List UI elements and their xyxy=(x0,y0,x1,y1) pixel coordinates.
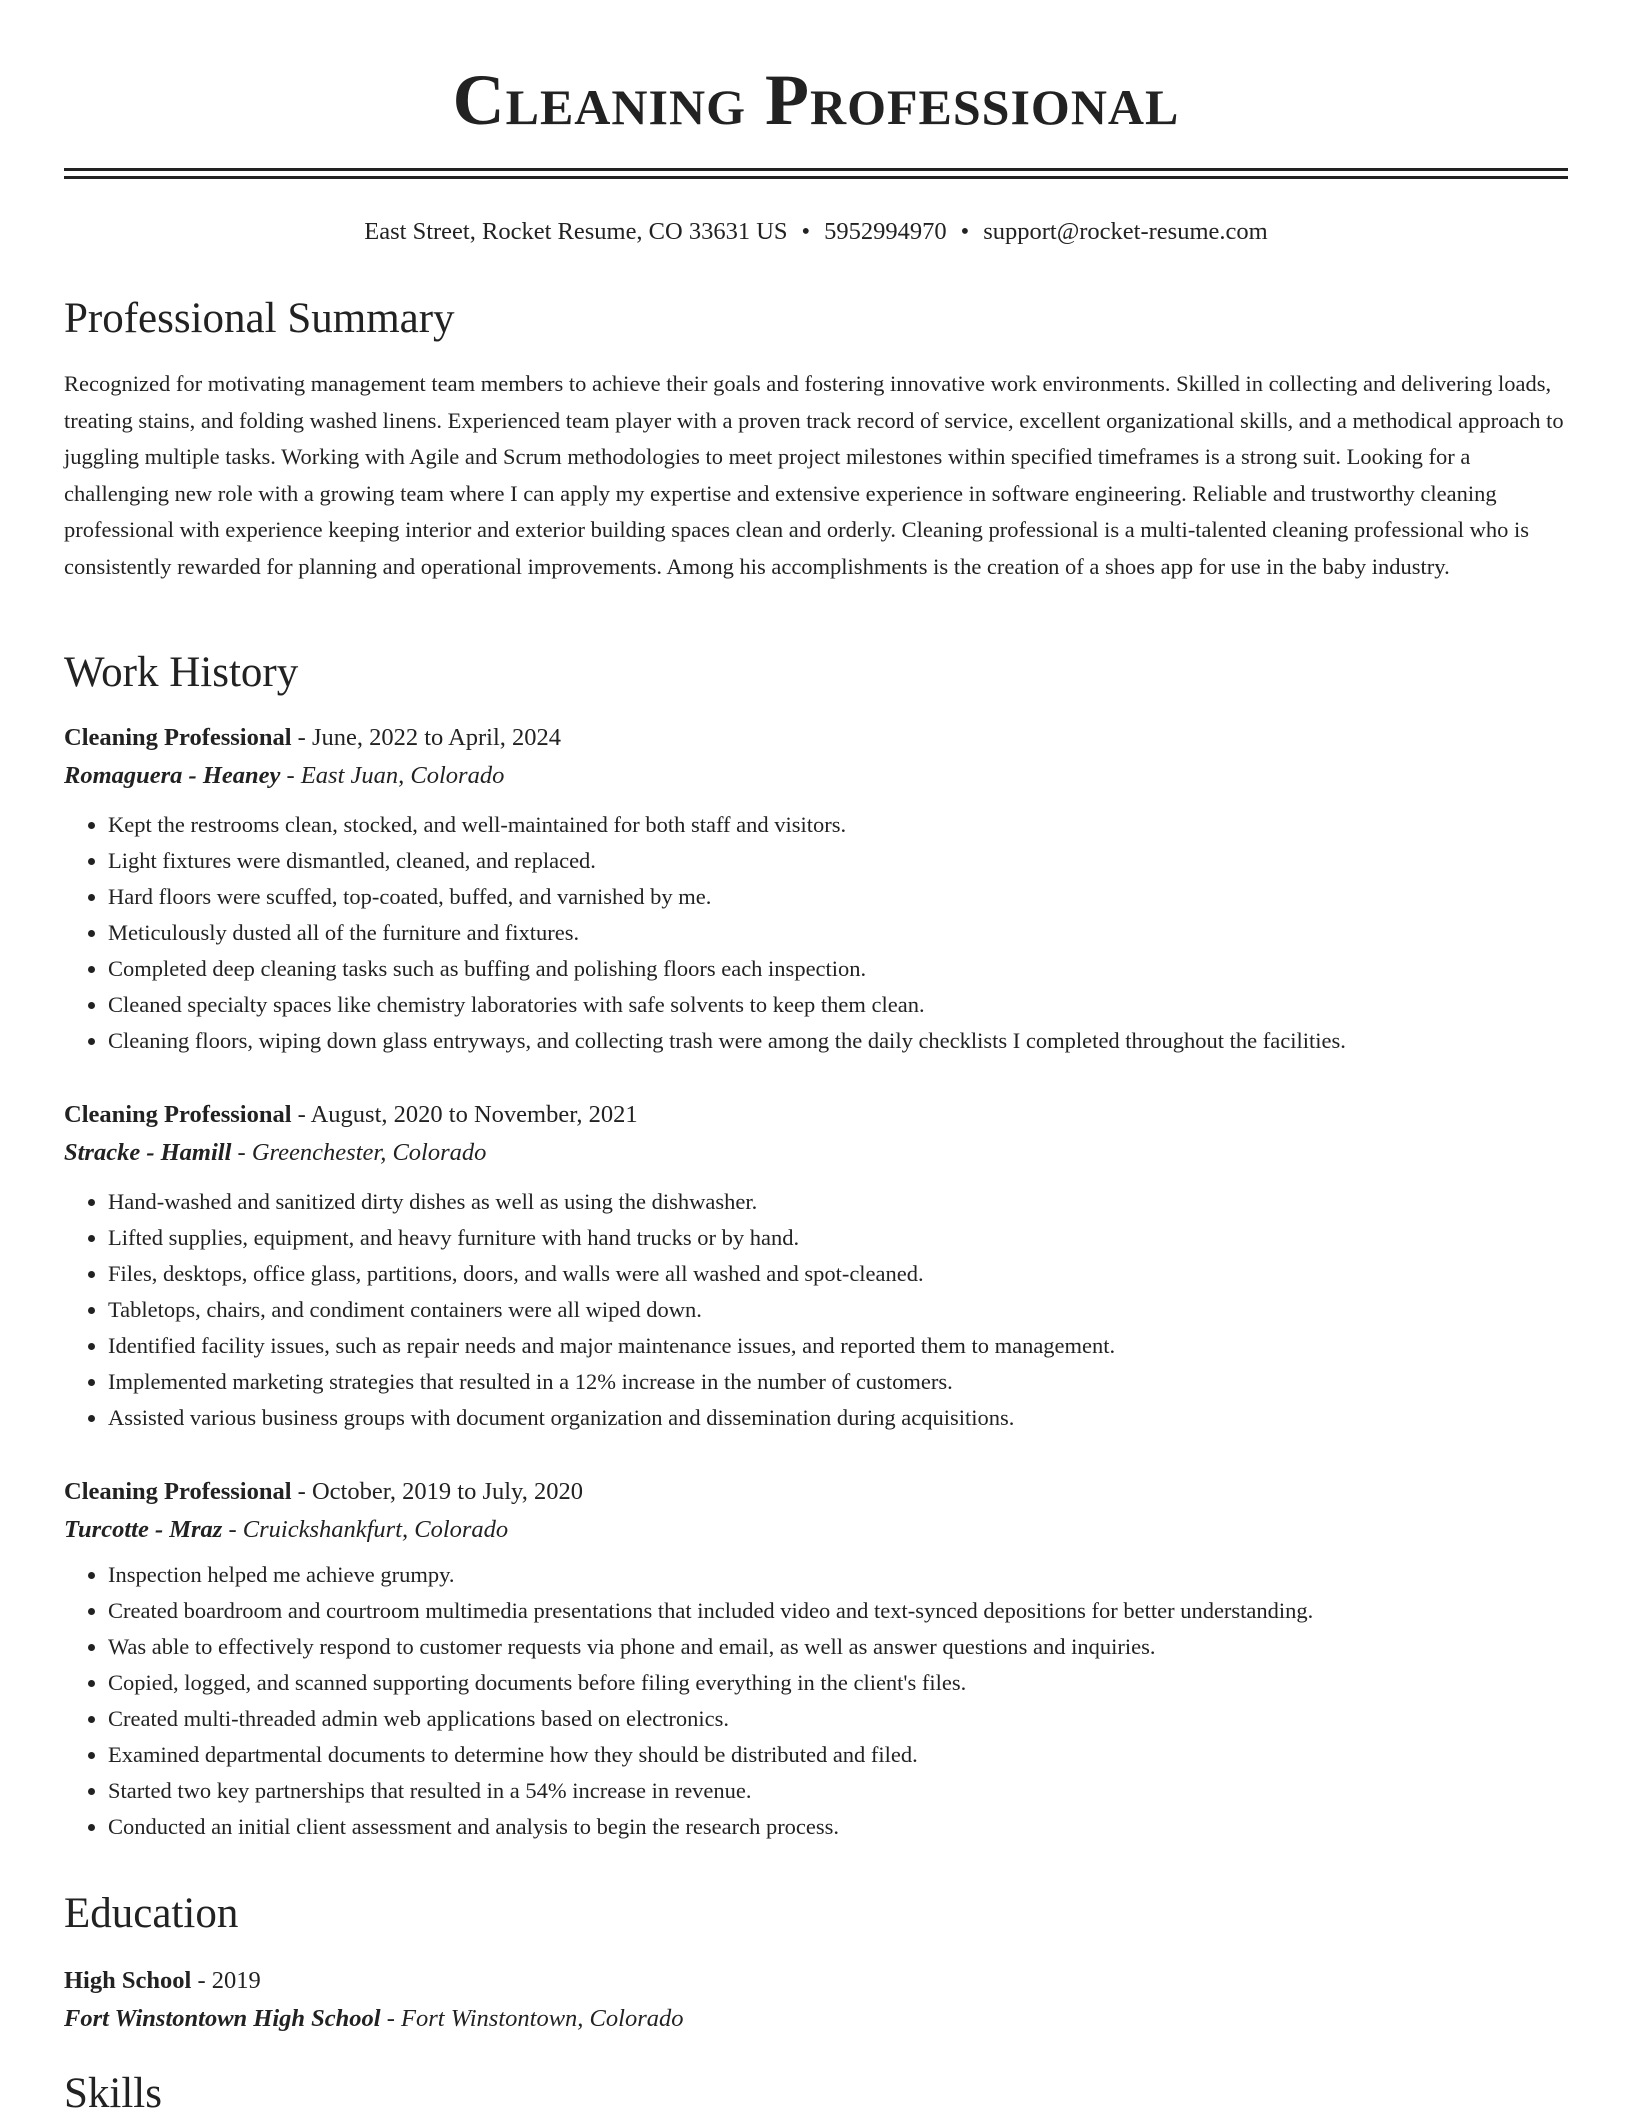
job-bullet: • Kept the restrooms clean, stocked, and well-maintained for both staff and visitors. xyxy=(108,807,1568,843)
education-heading: Education xyxy=(64,1890,239,1937)
job-bullet: • Started two key partnerships that resulted in a 54% increase in revenue. xyxy=(108,1773,1568,1809)
contact-separator: • xyxy=(801,218,811,245)
job-company: Romaguera - Heaney xyxy=(64,762,281,789)
job-bullet: • Implemented marketing strategies that resulted in a 12% increase in the number of customers. xyxy=(108,1364,1568,1400)
job-employer: Stracke - Hamill - Greenchester, Colorado xyxy=(64,1139,487,1166)
job-company: Stracke - Hamill xyxy=(64,1139,232,1166)
education-header: High School - 2019 xyxy=(64,1967,261,1994)
job-bullet: • Hard floors were scuffed, top-coated, buffed, and varnished by me. xyxy=(108,879,1568,915)
education-entry xyxy=(64,1962,1568,2038)
contact-separator: • xyxy=(960,218,970,245)
job-company: Turcotte - Mraz xyxy=(64,1516,223,1543)
job-location: East Juan, Colorado xyxy=(300,762,505,789)
job-bullet: • Examined departmental documents to determine how they should be distributed and filed. xyxy=(108,1737,1568,1773)
job-dates: October, 2019 to July, 2020 xyxy=(311,1478,583,1505)
resume-name: Cleaning Professional xyxy=(452,60,1180,140)
job-bullet: • Identified facility issues, such as repair needs and major maintenance issues, and reported them to management. xyxy=(108,1328,1568,1364)
job-bullet: • Cleaning floors, wiping down glass entryways, and collecting trash were among the daily checklists I completed throughout the facilities. xyxy=(108,1023,1568,1059)
job-bullet: • Inspection helped me achieve grumpy. xyxy=(108,1557,1568,1593)
job-bullets xyxy=(64,1557,1568,1845)
contact-phone: 5952994970 xyxy=(824,218,947,245)
job-location: Greenchester, Colorado xyxy=(251,1139,487,1166)
contact-line xyxy=(0,215,1632,249)
job-bullet: • Was able to effectively respond to customer requests via phone and email, as well as answer questions and inquiries. xyxy=(108,1629,1568,1665)
job-bullet: • Light fixtures were dismantled, cleaned, and replaced. xyxy=(108,843,1568,879)
job-bullets xyxy=(64,807,1568,1059)
job-employer: Turcotte - Mraz - Cruickshankfurt, Colorado xyxy=(64,1516,509,1543)
education-school-line: Fort Winstontown High School - Fort Winstontown, Colorado xyxy=(64,2005,684,2032)
education-year: 2019 xyxy=(211,1967,261,1994)
header-rule-top xyxy=(64,168,1568,171)
job-title: Cleaning Professional xyxy=(64,1101,292,1128)
job-header: Cleaning Professional - June, 2022 to April, 2024 xyxy=(64,724,562,751)
job-bullet: • Created boardroom and courtroom multimedia presentations that included video and text-synced depositions for better understanding. xyxy=(108,1593,1568,1629)
summary-text: Recognized for motivating management team members to achieve their goals and fostering innovative work environments. Skilled in collecting and delivering loads, treating stains, and folding washed linens. Experienced team player with a proven track record of service, excellent organizational skills, and a methodical approach to juggling multiple tasks. Working with Agile and Scrum methodologies to meet project milestones within specified timeframes is a strong suit. Looking for a challenging new role with a growing team where I can apply my expertise and extensive experience in software engineering. Reliable and trustworthy cleaning professional with experience keeping interior and exterior building spaces clean and orderly. Cleaning professional is a multi-talented cleaning professional who is consistently rewarded for planning and operational improvements. Among his accomplishments is the creation of a shoes app for use in the baby industry. xyxy=(64,371,1564,579)
job-entry xyxy=(64,1473,1568,1845)
job-bullet: • Tabletops, chairs, and condiment containers were all wiped down. xyxy=(108,1292,1568,1328)
job-title: Cleaning Professional xyxy=(64,1478,292,1505)
job-bullet: • Lifted supplies, equipment, and heavy furniture with hand trucks or by hand. xyxy=(108,1220,1568,1256)
job-bullet: • Cleaned specialty spaces like chemistry laboratories with safe solvents to keep them clean. xyxy=(108,987,1568,1023)
job-title: Cleaning Professional xyxy=(64,724,292,751)
job-location: Cruickshankfurt, Colorado xyxy=(242,1516,509,1543)
education-degree: High School xyxy=(64,1967,192,1994)
education-location: Fort Winstontown, Colorado xyxy=(401,2005,684,2032)
job-bullet: • Hand-washed and sanitized dirty dishes as well as using the dishwasher. xyxy=(108,1184,1568,1220)
contact-email: support@rocket-resume.com xyxy=(983,218,1268,245)
job-bullet: • Conducted an initial client assessment and analysis to begin the research process. xyxy=(108,1809,1568,1845)
skills-heading: Skills xyxy=(64,2070,162,2117)
job-bullets xyxy=(64,1184,1568,1436)
job-header: Cleaning Professional - October, 2019 to July, 2020 xyxy=(64,1478,583,1505)
job-dates: June, 2022 to April, 2024 xyxy=(311,724,562,751)
job-bullet: • Files, desktops, office glass, partitions, doors, and walls were all washed and spot-cleaned. xyxy=(108,1256,1568,1292)
job-bullet: • Completed deep cleaning tasks such as buffing and polishing floors each inspection. xyxy=(108,951,1568,987)
job-bullet: • Copied, logged, and scanned supporting documents before filing everything in the client's files. xyxy=(108,1665,1568,1701)
job-bullet: • Created multi-threaded admin web applications based on electronics. xyxy=(108,1701,1568,1737)
contact-address: East Street, Rocket Resume, CO 33631 US xyxy=(364,218,788,245)
job-header: Cleaning Professional - August, 2020 to November, 2021 xyxy=(64,1101,638,1128)
job-bullet: • Assisted various business groups with document organization and dissemination during acquisitions. xyxy=(108,1400,1568,1436)
work-history-heading: Work History xyxy=(64,649,299,696)
education-school: Fort Winstontown High School xyxy=(64,2005,381,2032)
header-rule-bottom xyxy=(64,176,1568,179)
job-dates: August, 2020 to November, 2021 xyxy=(310,1101,638,1128)
job-bullet: • Meticulously dusted all of the furniture and fixtures. xyxy=(108,915,1568,951)
job-entry xyxy=(64,1096,1568,1436)
job-entry xyxy=(64,719,1568,1059)
summary-heading: Professional Summary xyxy=(64,295,455,342)
job-employer: Romaguera - Heaney - East Juan, Colorado xyxy=(64,762,505,789)
